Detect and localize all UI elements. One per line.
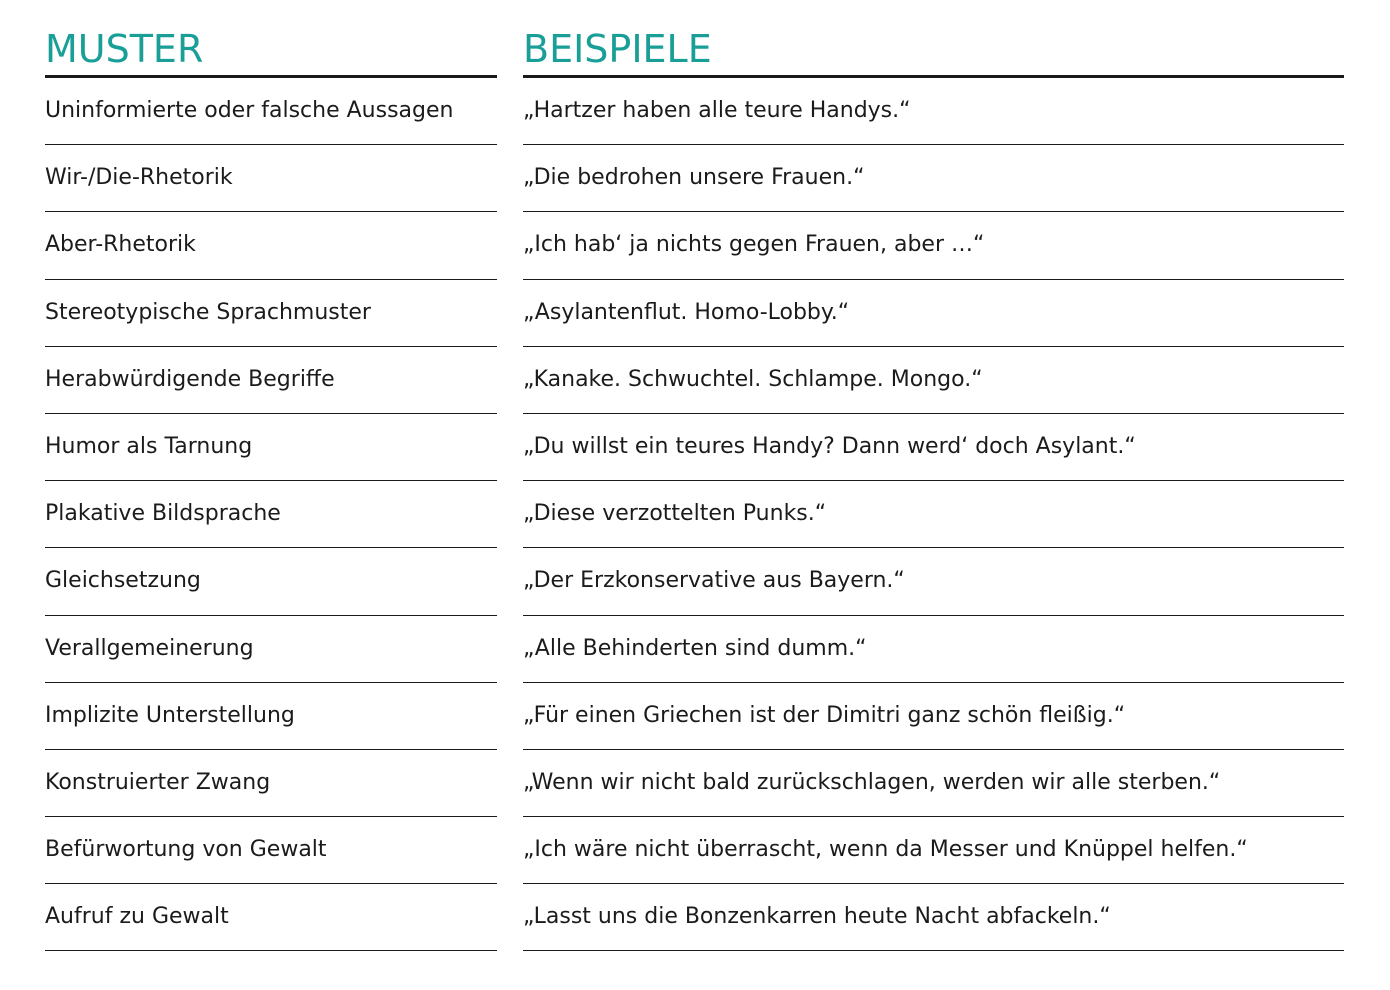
beispiel-cell: „Hartzer haben alle teure Handys.“: [523, 78, 1344, 145]
beispiel-cell: „Wenn wir nicht bald zurückschlagen, werden wir alle sterben.“: [523, 750, 1344, 817]
muster-cell: Implizite Unterstellung: [45, 683, 497, 750]
muster-cell: Befürwortung von Gewalt: [45, 817, 497, 884]
muster-column: [45, 0, 497, 951]
beispiele-header-label: BEISPIELE: [523, 27, 712, 71]
beispiele-column: [523, 0, 1344, 951]
beispiel-cell: „Diese verzottelten Punks.“: [523, 481, 1344, 548]
beispiel-cell: „Die bedrohen unsere Frauen.“: [523, 145, 1344, 212]
muster-list: [45, 78, 497, 951]
muster-header: [45, 0, 497, 78]
muster-cell: Aber-Rhetorik: [45, 212, 497, 279]
muster-cell: Plakative Bildsprache: [45, 481, 497, 548]
beispiel-cell: „Für einen Griechen ist der Dimitri ganz schön fleißig.“: [523, 683, 1344, 750]
muster-cell: Herabwürdigende Begriffe: [45, 347, 497, 414]
muster-cell: Konstruierter Zwang: [45, 750, 497, 817]
beispiel-cell: „Lasst uns die Bonzenkarren heute Nacht abfackeln.“: [523, 884, 1344, 951]
beispiel-cell: „Kanake. Schwuchtel. Schlampe. Mongo.“: [523, 347, 1344, 414]
beispiele-list: [523, 78, 1344, 951]
muster-cell: Uninformierte oder falsche Aussagen: [45, 78, 497, 145]
beispiel-cell: „Alle Behinderten sind dumm.“: [523, 616, 1344, 683]
muster-cell: Gleichsetzung: [45, 548, 497, 615]
muster-cell: Wir-/Die-Rhetorik: [45, 145, 497, 212]
beispiele-header: [523, 0, 1344, 78]
beispiel-cell: „Du willst ein teures Handy? Dann werd‘ doch Asylant.“: [523, 414, 1344, 481]
beispiel-cell: „Ich wäre nicht überrascht, wenn da Messer und Knüppel helfen.“: [523, 817, 1344, 884]
muster-header-label: MUSTER: [45, 27, 204, 71]
beispiel-cell: „Der Erzkonservative aus Bayern.“: [523, 548, 1344, 615]
muster-cell: Aufruf zu Gewalt: [45, 884, 497, 951]
beispiel-cell: „Ich hab‘ ja nichts gegen Frauen, aber …“: [523, 212, 1344, 279]
beispiel-cell: „Asylantenflut. Homo-Lobby.“: [523, 280, 1344, 347]
muster-cell: Stereotypische Sprachmuster: [45, 280, 497, 347]
muster-cell: Verallgemeinerung: [45, 616, 497, 683]
muster-cell: Humor als Tarnung: [45, 414, 497, 481]
